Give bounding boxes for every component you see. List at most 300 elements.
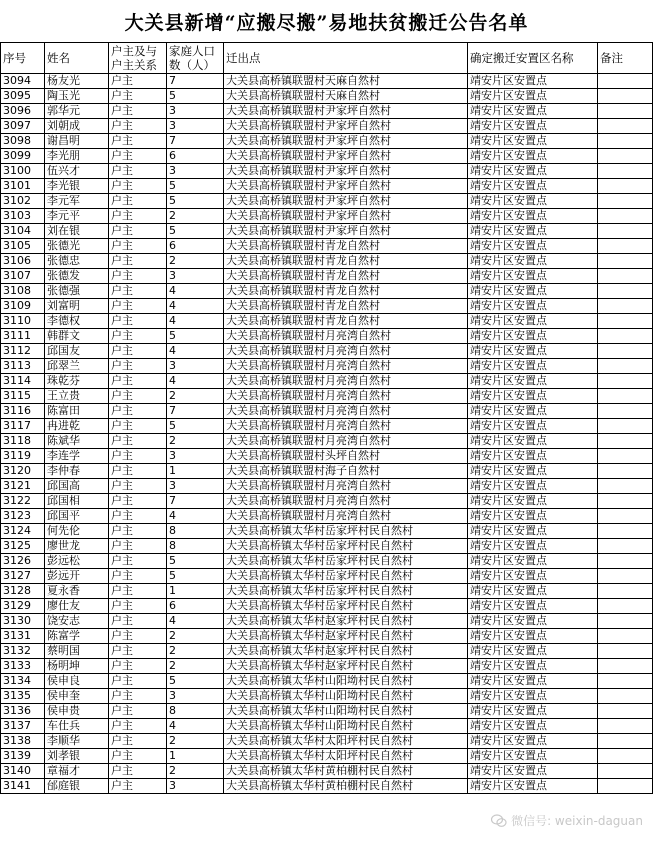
cell-settlement: 靖安片区安置点 [468,479,598,494]
table-row [1,719,653,734]
cell-origin: 大关县高桥镇联盟村月亮湾自然村 [224,404,468,419]
cell-index: 3135 [1,689,45,704]
cell-origin: 大关县高桥镇联盟村尹家坪自然村 [224,149,468,164]
cell-settlement: 靖安片区安置点 [468,134,598,149]
table-row [1,779,653,794]
cell-remarks [598,119,653,134]
cell-family-size: 4 [167,299,224,314]
cell-family-size: 6 [167,239,224,254]
cell-origin: 大关县高桥镇太华村岳家坪村民自然村 [224,584,468,599]
cell-settlement: 靖安片区安置点 [468,389,598,404]
table-header-row [1,43,653,74]
cell-settlement: 靖安片区安置点 [468,239,598,254]
watermark [491,812,643,829]
cell-family-size: 4 [167,374,224,389]
cell-remarks [598,704,653,719]
cell-name: 饶安志 [45,614,109,629]
cell-index: 3119 [1,449,45,464]
cell-remarks [598,269,653,284]
table-row [1,764,653,779]
cell-name: 何先伦 [45,524,109,539]
cell-settlement: 靖安片区安置点 [468,494,598,509]
relocation-table [0,42,653,794]
cell-family-size: 6 [167,149,224,164]
table-row [1,134,653,149]
cell-index: 3133 [1,659,45,674]
cell-index: 3118 [1,434,45,449]
header-relationship: 户主及与户主关系 [109,43,167,74]
cell-settlement: 靖安片区安置点 [468,299,598,314]
cell-remarks [598,284,653,299]
table-row [1,104,653,119]
cell-origin: 大关县高桥镇联盟村头坪自然村 [224,449,468,464]
cell-family-size: 8 [167,704,224,719]
cell-name: 李德权 [45,314,109,329]
cell-relationship: 户主 [109,404,167,419]
page-title: 大关县新增“应搬尽搬”易地扶贫搬迁公告名单 [124,11,529,34]
cell-settlement: 靖安片区安置点 [468,614,598,629]
cell-remarks [598,719,653,734]
cell-settlement: 靖安片区安置点 [468,539,598,554]
cell-name: 张德光 [45,239,109,254]
cell-family-size: 4 [167,614,224,629]
cell-relationship: 户主 [109,524,167,539]
header-index: 序号 [1,43,45,74]
cell-index: 3125 [1,539,45,554]
cell-relationship: 户主 [109,359,167,374]
cell-settlement: 靖安片区安置点 [468,374,598,389]
cell-family-size: 2 [167,389,224,404]
cell-name: 珠乾芬 [45,374,109,389]
cell-index: 3120 [1,464,45,479]
cell-name: 韩群文 [45,329,109,344]
cell-settlement: 靖安片区安置点 [468,674,598,689]
cell-relationship: 户主 [109,239,167,254]
cell-family-size: 5 [167,554,224,569]
cell-family-size: 7 [167,74,224,89]
cell-remarks [598,494,653,509]
cell-relationship: 户主 [109,674,167,689]
cell-family-size: 7 [167,134,224,149]
cell-settlement: 靖安片区安置点 [468,149,598,164]
table-row [1,239,653,254]
cell-remarks [598,389,653,404]
cell-index: 3096 [1,104,45,119]
cell-origin: 大关县高桥镇联盟村尹家坪自然村 [224,119,468,134]
table-row [1,464,653,479]
cell-origin: 大关县高桥镇太华村赵家坪村民自然村 [224,614,468,629]
cell-name: 张德强 [45,284,109,299]
cell-remarks [598,164,653,179]
cell-family-size: 2 [167,734,224,749]
cell-name: 陈斌华 [45,434,109,449]
cell-remarks [598,539,653,554]
cell-family-size: 1 [167,584,224,599]
cell-relationship: 户主 [109,659,167,674]
cell-origin: 大关县高桥镇联盟村青龙自然村 [224,239,468,254]
table-row [1,539,653,554]
cell-index: 3117 [1,419,45,434]
cell-settlement: 靖安片区安置点 [468,554,598,569]
cell-relationship: 户主 [109,224,167,239]
cell-index: 3126 [1,554,45,569]
cell-relationship: 户主 [109,134,167,149]
cell-origin: 大关县高桥镇太华村岳家坪村民自然村 [224,599,468,614]
cell-index: 3123 [1,509,45,524]
cell-relationship: 户主 [109,284,167,299]
cell-index: 3134 [1,674,45,689]
cell-remarks [598,764,653,779]
cell-remarks [598,74,653,89]
cell-family-size: 5 [167,179,224,194]
cell-name: 侯申贵 [45,704,109,719]
cell-settlement: 靖安片区安置点 [468,584,598,599]
cell-index: 3114 [1,374,45,389]
table-body [1,74,653,794]
cell-remarks [598,104,653,119]
cell-family-size: 5 [167,674,224,689]
header-remarks: 备注 [598,43,653,74]
table-row [1,284,653,299]
cell-name: 刘在银 [45,224,109,239]
cell-remarks [598,179,653,194]
cell-relationship: 户主 [109,494,167,509]
cell-origin: 大关县高桥镇联盟村青龙自然村 [224,269,468,284]
cell-origin: 大关县高桥镇太华村太阳坪村民自然村 [224,734,468,749]
cell-family-size: 5 [167,194,224,209]
cell-index: 3102 [1,194,45,209]
cell-index: 3122 [1,494,45,509]
table-row [1,749,653,764]
cell-family-size: 3 [167,449,224,464]
cell-origin: 大关县高桥镇联盟村月亮湾自然村 [224,389,468,404]
cell-index: 3101 [1,179,45,194]
cell-relationship: 户主 [109,569,167,584]
cell-settlement: 靖安片区安置点 [468,749,598,764]
cell-name: 章福才 [45,764,109,779]
cell-origin: 大关县高桥镇联盟村天麻自然村 [224,74,468,89]
table-row [1,179,653,194]
cell-settlement: 靖安片区安置点 [468,764,598,779]
cell-name: 邱国高 [45,479,109,494]
cell-relationship: 户主 [109,149,167,164]
cell-origin: 大关县高桥镇联盟村青龙自然村 [224,299,468,314]
cell-relationship: 户主 [109,689,167,704]
cell-origin: 大关县高桥镇联盟村月亮湾自然村 [224,479,468,494]
cell-settlement: 靖安片区安置点 [468,329,598,344]
cell-origin: 大关县高桥镇联盟村天麻自然村 [224,89,468,104]
table-row [1,224,653,239]
table-row [1,209,653,224]
cell-relationship: 户主 [109,119,167,134]
cell-index: 3121 [1,479,45,494]
cell-remarks [598,614,653,629]
cell-family-size: 8 [167,524,224,539]
cell-index: 3103 [1,209,45,224]
cell-settlement: 靖安片区安置点 [468,449,598,464]
cell-family-size: 3 [167,359,224,374]
cell-relationship: 户主 [109,539,167,554]
cell-origin: 大关县高桥镇联盟村海子自然村 [224,464,468,479]
cell-remarks [598,509,653,524]
table-row [1,119,653,134]
table-row [1,599,653,614]
cell-family-size: 2 [167,629,224,644]
wechat-icon [491,814,507,828]
cell-index: 3132 [1,644,45,659]
cell-remarks [598,359,653,374]
cell-relationship: 户主 [109,194,167,209]
cell-index: 3137 [1,719,45,734]
cell-index: 3141 [1,779,45,794]
cell-family-size: 3 [167,164,224,179]
cell-relationship: 户主 [109,554,167,569]
cell-name: 李元平 [45,209,109,224]
cell-family-size: 7 [167,494,224,509]
cell-origin: 大关县高桥镇联盟村尹家坪自然村 [224,134,468,149]
table-row [1,389,653,404]
cell-origin: 大关县高桥镇太华村山阳坳村民自然村 [224,689,468,704]
cell-name: 郭华元 [45,104,109,119]
cell-remarks [598,404,653,419]
cell-settlement: 靖安片区安置点 [468,74,598,89]
cell-remarks [598,329,653,344]
header-family-size: 家庭人口数（人） [167,43,224,74]
cell-remarks [598,344,653,359]
cell-family-size: 3 [167,269,224,284]
table-row [1,359,653,374]
cell-remarks [598,134,653,149]
cell-name: 彭远开 [45,569,109,584]
cell-index: 3109 [1,299,45,314]
cell-origin: 大关县高桥镇联盟村尹家坪自然村 [224,164,468,179]
cell-origin: 大关县高桥镇太华村山阳坳村民自然村 [224,719,468,734]
cell-family-size: 1 [167,749,224,764]
cell-family-size: 2 [167,644,224,659]
cell-family-size: 6 [167,599,224,614]
cell-name: 李仲春 [45,464,109,479]
cell-index: 3110 [1,314,45,329]
cell-family-size: 1 [167,464,224,479]
cell-name: 侯申奎 [45,689,109,704]
cell-index: 3100 [1,164,45,179]
table-row [1,314,653,329]
table-row [1,629,653,644]
cell-name: 张德忠 [45,254,109,269]
cell-index: 3138 [1,734,45,749]
cell-settlement: 靖安片区安置点 [468,254,598,269]
cell-name: 侯申良 [45,674,109,689]
cell-relationship: 户主 [109,179,167,194]
cell-family-size: 4 [167,509,224,524]
cell-origin: 大关县高桥镇太华村岳家坪村民自然村 [224,539,468,554]
cell-remarks [598,674,653,689]
cell-index: 3106 [1,254,45,269]
cell-settlement: 靖安片区安置点 [468,194,598,209]
cell-remarks [598,374,653,389]
cell-index: 3139 [1,749,45,764]
table-row [1,614,653,629]
cell-family-size: 4 [167,719,224,734]
cell-name: 刘朝成 [45,119,109,134]
header-settlement: 确定搬迁安置区名称 [468,43,598,74]
cell-origin: 大关县高桥镇联盟村月亮湾自然村 [224,419,468,434]
cell-origin: 大关县高桥镇联盟村尹家坪自然村 [224,194,468,209]
cell-index: 3136 [1,704,45,719]
cell-family-size: 7 [167,404,224,419]
cell-name: 邱国平 [45,509,109,524]
cell-settlement: 靖安片区安置点 [468,119,598,134]
cell-relationship: 户主 [109,629,167,644]
cell-settlement: 靖安片区安置点 [468,314,598,329]
cell-family-size: 2 [167,209,224,224]
cell-remarks [598,584,653,599]
cell-family-size: 4 [167,284,224,299]
cell-remarks [598,314,653,329]
cell-relationship: 户主 [109,164,167,179]
cell-settlement: 靖安片区安置点 [468,269,598,284]
cell-relationship: 户主 [109,269,167,284]
cell-index: 3115 [1,389,45,404]
cell-name: 刘孝银 [45,749,109,764]
table-row [1,299,653,314]
cell-family-size: 5 [167,89,224,104]
cell-settlement: 靖安片区安置点 [468,419,598,434]
cell-name: 蔡明国 [45,644,109,659]
cell-origin: 大关县高桥镇太华村岳家坪村民自然村 [224,524,468,539]
cell-settlement: 靖安片区安置点 [468,569,598,584]
cell-settlement: 靖安片区安置点 [468,524,598,539]
cell-family-size: 5 [167,224,224,239]
table-row [1,704,653,719]
cell-index: 3107 [1,269,45,284]
table-row [1,674,653,689]
cell-settlement: 靖安片区安置点 [468,344,598,359]
cell-origin: 大关县高桥镇太华村赵家坪村民自然村 [224,644,468,659]
cell-origin: 大关县高桥镇联盟村尹家坪自然村 [224,209,468,224]
table-row [1,554,653,569]
cell-relationship: 户主 [109,719,167,734]
cell-index: 3131 [1,629,45,644]
cell-remarks [598,149,653,164]
cell-origin: 大关县高桥镇联盟村尹家坪自然村 [224,179,468,194]
cell-family-size: 3 [167,779,224,794]
cell-origin: 大关县高桥镇太华村山阳坳村民自然村 [224,704,468,719]
cell-relationship: 户主 [109,464,167,479]
cell-name: 邱国相 [45,494,109,509]
cell-remarks [598,629,653,644]
cell-remarks [598,554,653,569]
header-name: 姓名 [45,43,109,74]
cell-remarks [598,209,653,224]
table-row [1,509,653,524]
cell-name: 李连学 [45,449,109,464]
cell-settlement: 靖安片区安置点 [468,224,598,239]
cell-remarks [598,779,653,794]
cell-remarks [598,644,653,659]
cell-family-size: 4 [167,314,224,329]
cell-settlement: 靖安片区安置点 [468,89,598,104]
cell-settlement: 靖安片区安置点 [468,359,598,374]
cell-remarks [598,239,653,254]
cell-index: 3099 [1,149,45,164]
cell-remarks [598,299,653,314]
cell-settlement: 靖安片区安置点 [468,209,598,224]
cell-relationship: 户主 [109,584,167,599]
cell-origin: 大关县高桥镇联盟村月亮湾自然村 [224,329,468,344]
cell-settlement: 靖安片区安置点 [468,704,598,719]
cell-name: 李顺华 [45,734,109,749]
cell-origin: 大关县高桥镇太华村赵家坪村民自然村 [224,629,468,644]
table-row [1,74,653,89]
cell-origin: 大关县高桥镇联盟村青龙自然村 [224,314,468,329]
cell-relationship: 户主 [109,344,167,359]
cell-family-size: 3 [167,119,224,134]
cell-relationship: 户主 [109,779,167,794]
cell-origin: 大关县高桥镇联盟村月亮湾自然村 [224,374,468,389]
cell-origin: 大关县高桥镇联盟村月亮湾自然村 [224,434,468,449]
table-row [1,254,653,269]
cell-index: 3098 [1,134,45,149]
table-row [1,164,653,179]
cell-family-size: 3 [167,104,224,119]
table-row [1,659,653,674]
cell-index: 3140 [1,764,45,779]
cell-index: 3094 [1,74,45,89]
cell-relationship: 户主 [109,614,167,629]
cell-index: 3127 [1,569,45,584]
cell-settlement: 靖安片区安置点 [468,719,598,734]
cell-relationship: 户主 [109,389,167,404]
cell-name: 冉进乾 [45,419,109,434]
cell-remarks [598,599,653,614]
cell-remarks [598,749,653,764]
cell-family-size: 4 [167,344,224,359]
cell-relationship: 户主 [109,704,167,719]
cell-index: 3095 [1,89,45,104]
cell-name: 邱翠兰 [45,359,109,374]
cell-name: 李光朋 [45,149,109,164]
cell-family-size: 5 [167,329,224,344]
cell-relationship: 户主 [109,209,167,224]
cell-name: 夏永香 [45,584,109,599]
cell-relationship: 户主 [109,104,167,119]
cell-remarks [598,224,653,239]
cell-family-size: 5 [167,569,224,584]
cell-remarks [598,569,653,584]
cell-remarks [598,734,653,749]
cell-settlement: 靖安片区安置点 [468,179,598,194]
table-row [1,344,653,359]
cell-family-size: 2 [167,254,224,269]
watermark-text: 微信号: weixin-daguan [511,814,643,828]
table-row [1,479,653,494]
cell-family-size: 3 [167,689,224,704]
cell-settlement: 靖安片区安置点 [468,509,598,524]
cell-origin: 大关县高桥镇太华村赵家坪村民自然村 [224,659,468,674]
cell-index: 3113 [1,359,45,374]
cell-settlement: 靖安片区安置点 [468,164,598,179]
table-row [1,374,653,389]
table-row [1,689,653,704]
table-row [1,329,653,344]
cell-family-size: 2 [167,764,224,779]
cell-settlement: 靖安片区安置点 [468,734,598,749]
table-row [1,584,653,599]
table-row [1,449,653,464]
cell-index: 3108 [1,284,45,299]
cell-name: 陶玉光 [45,89,109,104]
